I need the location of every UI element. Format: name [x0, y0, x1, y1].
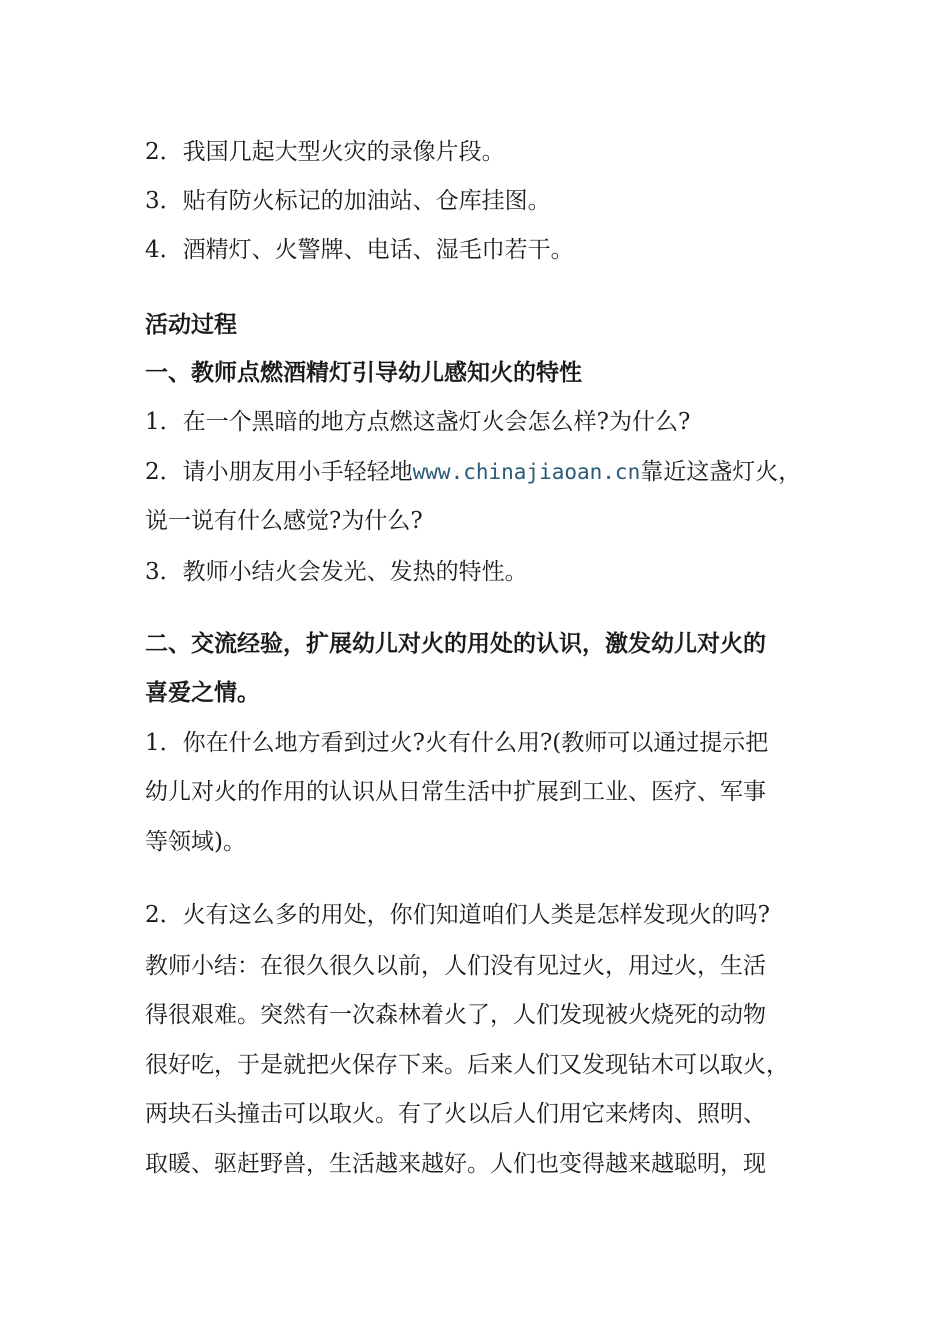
section2-heading-cont: 喜爱之情。: [145, 680, 260, 706]
section1-item-1: 1．在一个黑暗的地方点燃这盏灯火会怎么样?为什么?: [145, 409, 691, 435]
section1-item-2-text-end: 靠近这盏灯火，: [640, 459, 802, 485]
materials-item-2: 2．我国几起大型火灾的录像片段。: [145, 139, 505, 165]
materials-item-4: 4．酒精灯、火警牌、电话、湿毛巾若干。: [145, 237, 574, 263]
section2-item-2-line: 2．火有这么多的用处，你们知道咱们人类是怎样发现火的吗?: [145, 902, 770, 928]
section1-item-2-cont: 说一说有什么感觉?为什么?: [145, 508, 423, 534]
section1-item-3: 3．教师小结火会发光、发热的特性。: [145, 559, 528, 585]
section2-item-1-line: 幼儿对火的作用的认识从日常生活中扩展到工业、医疗、军事: [145, 779, 766, 805]
section2-heading: 二、交流经验，扩展幼儿对火的用处的认识，激发幼儿对火的: [145, 631, 766, 657]
section2-item-1-line: 1．你在什么地方看到过火?火有什么用?(教师可以通过提示把: [145, 730, 769, 756]
site-link[interactable]: www.chinajiaoan.cn: [412, 460, 641, 484]
section2-item-1-line: 等领域)。: [145, 829, 246, 855]
section1-item-2: [145, 456, 801, 488]
section2-item-2-line: 两块石头撞击可以取火。有了火以后人们用它来烤肉、照明、: [145, 1101, 766, 1127]
section2-item-2-line: 教师小结：在很久很久以前，人们没有见过火，用过火，生活: [145, 953, 766, 979]
section1-item-2-text: 2．请小朋友用小手轻轻地: [145, 459, 413, 485]
materials-item-3: 3．贴有防火标记的加油站、仓库挂图。: [145, 188, 551, 214]
section2-item-2-line: 很好吃，于是就把火保存下来。后来人们又发现钻木可以取火，: [145, 1052, 789, 1078]
process-heading: 活动过程: [145, 312, 237, 338]
section1-heading: 一、教师点燃酒精灯引导幼儿感知火的特性: [145, 360, 582, 386]
section2-item-2-line: 取暖、驱赶野兽，生活越来越好。人们也变得越来越聪明，现: [145, 1151, 766, 1177]
section2-item-2-line: 得很艰难。突然有一次森林着火了，人们发现被火烧死的动物: [145, 1002, 766, 1028]
